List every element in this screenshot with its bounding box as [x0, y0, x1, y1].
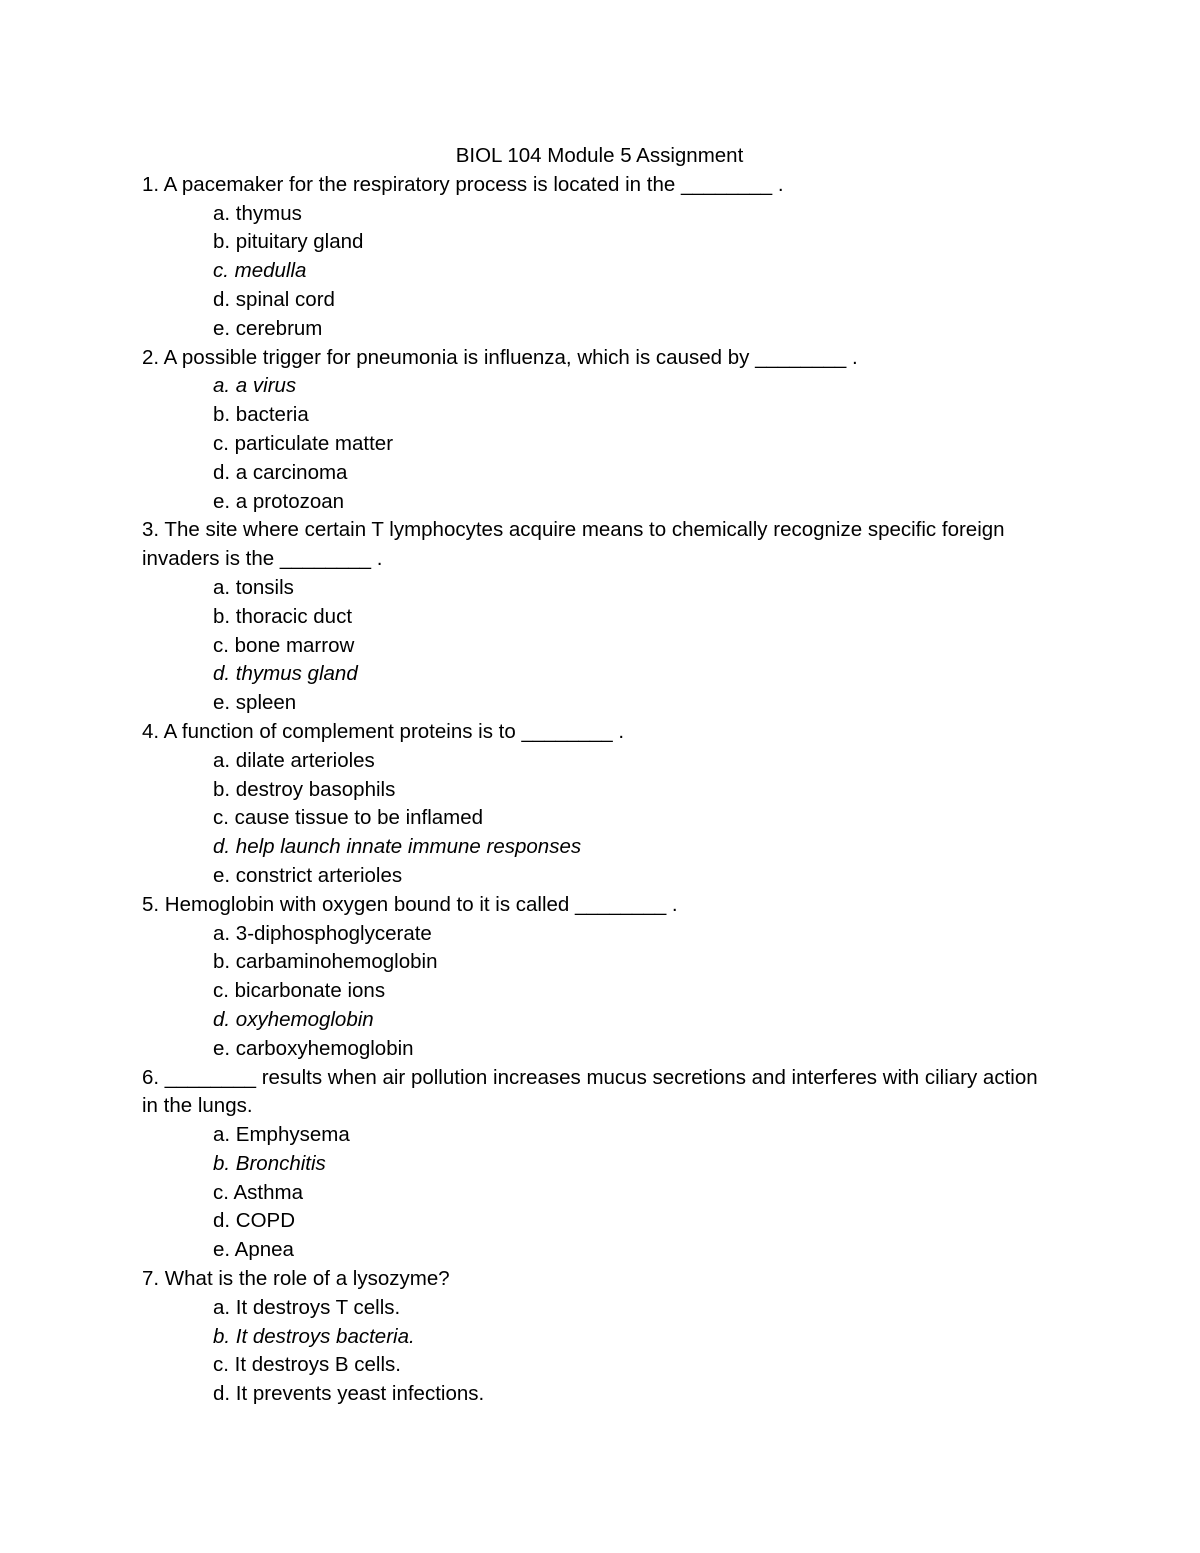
question-text: 4. A function of complement proteins is to ________ . [142, 719, 625, 743]
answer-option: e. spleen [213, 691, 297, 715]
question-text: 6. ________ results when air pollution increases mucus secretions and interferes with ciliary action in the lungs. [142, 1065, 1038, 1118]
answer-option: a. It destroys T cells. [213, 1295, 401, 1319]
question-text: 7. What is the role of a lysozyme? [142, 1267, 450, 1291]
answer-option: e. constrict arterioles [213, 863, 403, 887]
answer-option: d. It prevents yeast infections. [213, 1382, 485, 1406]
selected-answer-option: c. medulla [213, 259, 307, 283]
selected-answer-option: d. help launch innate immune responses [213, 835, 582, 859]
answer-option: b. bacteria [213, 403, 309, 427]
answer-option: d. a carcinoma [213, 460, 348, 484]
answer-option: a. thymus [213, 201, 302, 225]
selected-answer-option: d. oxyhemoglobin [213, 1007, 374, 1031]
question-text: 2. A possible trigger for pneumonia is influenza, which is caused by ________ . [142, 345, 858, 369]
answer-option: c. Asthma [213, 1180, 304, 1204]
document-content [142, 142, 1057, 1409]
question-block-5 [142, 891, 1057, 1064]
selected-answer-option: a. a virus [213, 374, 297, 398]
question-block-6 [142, 1064, 1057, 1266]
question-block-3 [142, 516, 1057, 718]
question-block-7 [142, 1265, 1057, 1409]
answer-option: d. COPD [213, 1209, 296, 1233]
answer-option: b. thoracic duct [213, 604, 353, 628]
answer-option: e. cerebrum [213, 316, 323, 340]
answer-option: b. pituitary gland [213, 230, 364, 254]
answer-option: e. carboxyhemoglobin [213, 1036, 414, 1060]
document-title: BIOL 104 Module 5 Assignment [455, 144, 744, 167]
question-block-4 [142, 718, 1057, 891]
answer-option: c. bicarbonate ions [213, 979, 386, 1003]
question-block-1 [142, 171, 1057, 344]
answer-option: c. cause tissue to be inflamed [213, 806, 484, 830]
answer-option: a. tonsils [213, 575, 294, 599]
answer-option: e. Apnea [213, 1238, 294, 1262]
question-text: 3. The site where certain T lymphocytes acquire means to chemically recognize specific foreign invaders is the ________ . [142, 518, 1005, 571]
question-text: 1. A pacemaker for the respiratory process is located in the ________ . [142, 172, 784, 196]
answer-option: a. Emphysema [213, 1123, 350, 1147]
selected-answer-option: d. thymus gland [213, 662, 358, 686]
selected-answer-option: b. Bronchitis [213, 1151, 326, 1175]
question-block-2 [142, 344, 1057, 517]
answer-option: a. dilate arterioles [213, 748, 375, 772]
answer-option: c. It destroys B cells. [213, 1353, 401, 1377]
answer-option: c. bone marrow [213, 633, 355, 657]
selected-answer-option: b. It destroys bacteria. [213, 1324, 415, 1348]
answer-option: b. carbaminohemoglobin [213, 950, 438, 974]
question-text: 5. Hemoglobin with oxygen bound to it is called ________ . [142, 892, 678, 916]
answer-option: d. spinal cord [213, 287, 335, 311]
answer-option: e. a protozoan [213, 489, 345, 513]
answer-option: a. 3-diphosphoglycerate [213, 921, 432, 945]
answer-option: b. destroy basophils [213, 777, 396, 801]
answer-option: c. particulate matter [213, 431, 394, 455]
